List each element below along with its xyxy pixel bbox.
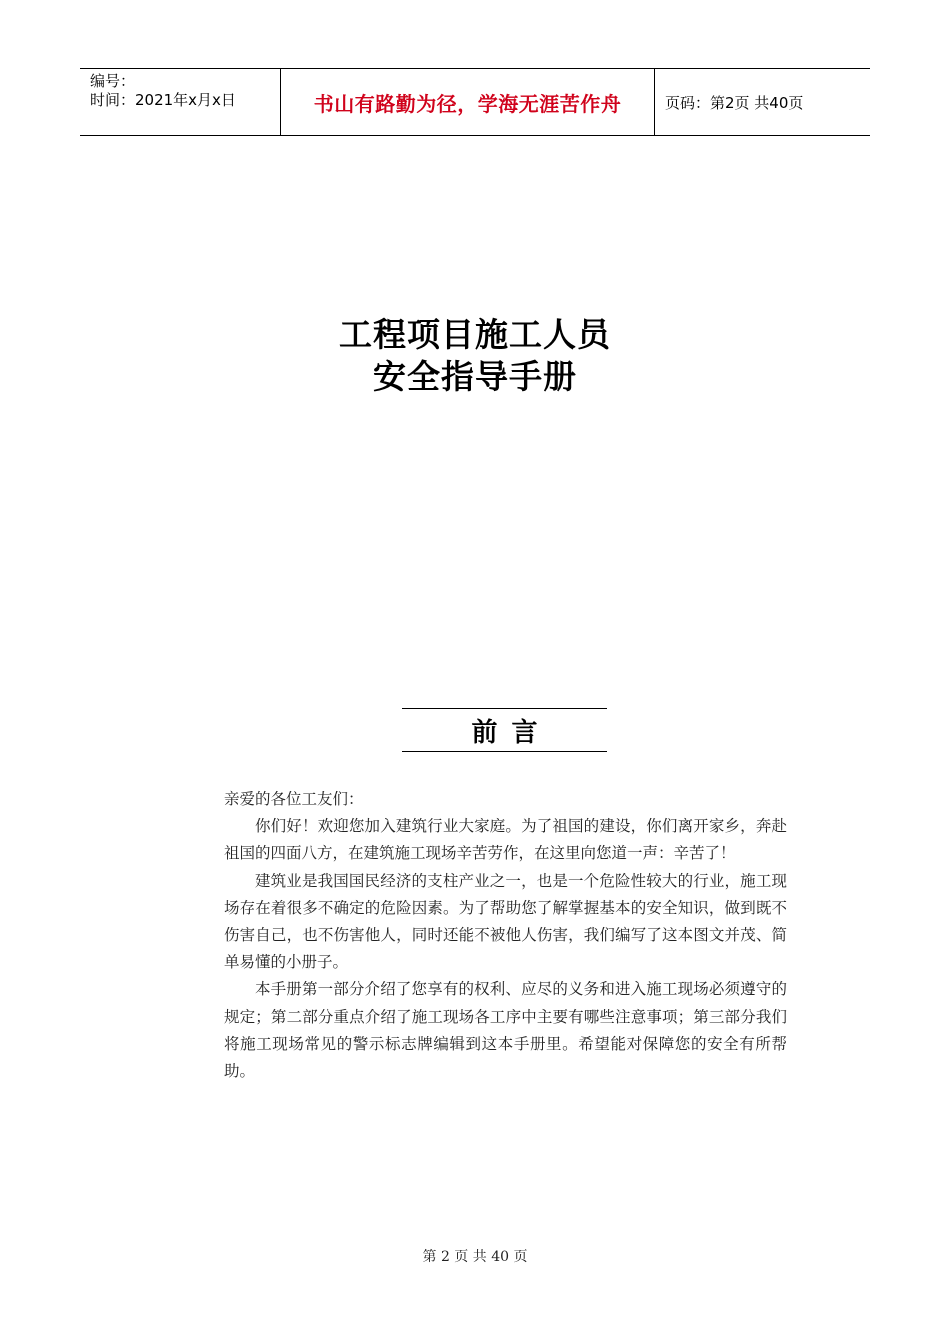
page-footer	[0, 1246, 950, 1266]
number-label: 编号：	[90, 72, 136, 90]
paragraph: 本手册第一部分介绍了您享有的权利、应尽的义务和进入施工现场必须遵守的规定；第二部分重点介绍了施工现场各工序中主要有哪些注意事项；第三部分我们将施工现场常见的警示标志牌编辑到这本手册里。希望能对保障您的安全有所帮助。	[224, 980, 787, 1081]
preface-heading	[402, 708, 607, 752]
paragraph: 你们好！欢迎您加入建筑行业大家庭。为了祖国的建设，你们离开家乡，奔赴祖国的四面八方，在建筑施工现场辛苦劳作，在这里向您道一声：辛苦了！	[224, 817, 787, 863]
footer-page-number: 第 2 页 共 40 页	[422, 1249, 528, 1265]
greeting: 亲爱的各位工友们：	[224, 790, 364, 808]
preface-heading-text: 前言	[471, 717, 552, 748]
title-line-1: 工程项目施工人员	[339, 315, 611, 354]
motto-text: 书山有路勤为径，学海无涯苦作舟	[313, 91, 622, 116]
header-meta-cell	[80, 69, 281, 135]
document-title	[0, 314, 950, 398]
time-label: 时间：2021年x月x日	[90, 91, 236, 109]
header-motto-cell	[281, 69, 655, 135]
title-line-2: 安全指导手册	[373, 357, 577, 396]
preface-body	[224, 786, 787, 1085]
page-info: 页码：第2页 共40页	[665, 93, 804, 112]
header-page-cell	[655, 69, 870, 135]
paragraph: 建筑业是我国国民经济的支柱产业之一，也是一个危险性较大的行业，施工现场存在着很多不确定的危险因素。为了帮助您了解掌握基本的安全知识，做到既不伤害自己，也不伤害他人，同时还能不被他人伤害，我们编写了这本图文并茂、简单易懂的小册子。	[224, 871, 787, 972]
document-header	[80, 68, 870, 136]
